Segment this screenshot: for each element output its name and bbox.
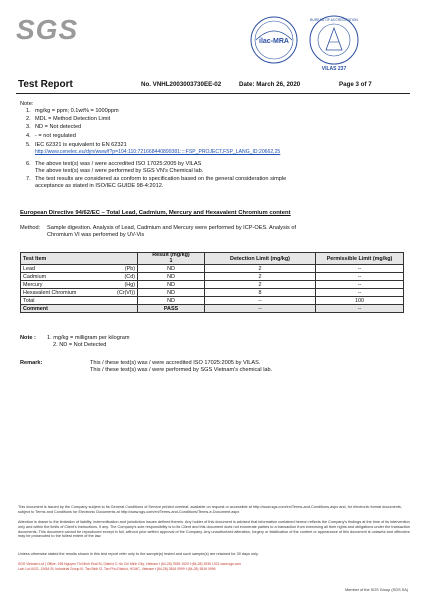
remark-line2: This / these test(s) was / were performed by SGS Vietnam's chemical lab. [90, 367, 273, 373]
row-mdl: -- [205, 305, 316, 313]
note-number: 1. [26, 108, 31, 114]
report-title: Test Report [18, 79, 73, 90]
row-result: ND [138, 281, 205, 289]
header-test-item: Test Item [21, 253, 138, 265]
table-row-comment [21, 305, 404, 313]
page-number: Page 3 of 7 [339, 81, 372, 88]
note-text: IEC 62321 is equivalent to EN 62321 [35, 142, 127, 148]
note-text: The test results are considered as conform to specification based on the general consideration simple [35, 176, 287, 182]
cenelec-link[interactable]: http://www.cenelec.eu/dyn/www/f?p=104:110:721668440899381::::FSP_PROJECT,FSP_LANG_ID:20662,25 [35, 149, 281, 155]
footer-results-note: Unless otherwise stated the results shown in this test report refer only to the sample(s) tested and such sample(s) are retained for 30 days only. [18, 552, 259, 556]
svg-text:ilac-MRA: ilac-MRA [259, 38, 289, 45]
table-note-2: 2. ND = Not Detected [53, 342, 107, 348]
row-result: ND [138, 297, 205, 305]
note-text: - = not regulated [35, 133, 76, 139]
method-text-line1: Sample digestion. Analysis of Lead, Cadmium and Mercury were performed by ICP-OES. Analysis of [47, 225, 297, 231]
sgs-logo: SGS [16, 14, 79, 45]
note-text: mg/kg = ppm; 0.1wt% = 1000ppm [35, 108, 119, 114]
table-note-1: 1. mg/kg = milligram per kilogram [47, 335, 130, 341]
row-item: Mercury (Hg) [21, 281, 138, 289]
results-table [20, 252, 404, 313]
row-item: Cadmium (Cd) [21, 273, 138, 281]
header-divider [16, 93, 410, 94]
row-result: ND [138, 265, 205, 273]
method-text-line2: Chromium VI was performed by UV-Vis [47, 232, 145, 238]
table-row [21, 265, 404, 273]
row-item: Hexavalent Chromium (Cr(VI)) [21, 289, 138, 297]
table-row [21, 281, 404, 289]
notes-heading: Note: [20, 101, 34, 107]
row-limit: -- [316, 273, 404, 281]
row-mdl: -- [205, 297, 316, 305]
report-header [18, 79, 410, 93]
svg-text:VILAS 237: VILAS 237 [321, 66, 347, 72]
row-mdl: 8 [205, 289, 316, 297]
remark-label: Remark: [20, 360, 43, 366]
row-result: ND [138, 289, 205, 297]
row-mdl: 2 [205, 273, 316, 281]
note-text: MDL = Method Detection Limit [35, 116, 111, 122]
ilac-mra-seal [251, 17, 297, 63]
footer-liability: Attention is drawn to the limitation of liability, indemnification and jurisdiction issues defined therein. Any holder of this document is advised that information contained hereon reflects the Company's findings at the time of its intervention only and within the limits of Client's instructions, if any. The Company's sole responsibility is to its Client and this document does not exonerate parties to a transaction from exercising all their rights and obligations under the transaction documents. This document cannot be reproduced except in full, without prior written approval of the Company. Any unauthorized alteration, forgery or falsification of the content or appearance of this document is unlawful and offenders may be prosecuted to the fullest extent of the law. [18, 520, 410, 539]
note-number: 5. [26, 142, 31, 148]
note-number: 2. [26, 116, 31, 122]
report-date: Date: March 26, 2020 [239, 81, 301, 88]
vilas-seal [310, 16, 358, 72]
table-header-row [21, 253, 404, 265]
footer-office-address: SGS Vietnam Ltd | Office: 198 Nguyen Thi Minh Khai St, District 3, Ho Chi Minh City, Vietnam t (84-28) 3935 1920 f (84-28) 3935 1921 www.sgs.com [18, 562, 242, 566]
table-notes-label: Note : [20, 335, 36, 341]
header-permissible-limit: Permissible Limit (mg/kg) [316, 253, 404, 265]
row-mdl: 2 [205, 281, 316, 289]
row-item: Comment [21, 305, 138, 313]
row-limit: -- [316, 281, 404, 289]
row-limit: 100 [316, 297, 404, 305]
table-row [21, 289, 404, 297]
note-text: ND = Not detected [35, 124, 82, 130]
row-result: PASS [138, 305, 205, 313]
notes-list [20, 108, 416, 226]
footer-terms: This document is issued by the Company subject to its General Conditions of Service printed overleaf, available on request or accessible at http://www.sgs.com/en/Terms-and-Conditions.aspx and, for electronic format documents, subject to Terms and Conditions for Electronic Documents at http://www.sgs.com/en/Terms-and-Conditions/Terms-e-Document.aspx [18, 505, 402, 514]
footer-member: Member of the SGS Group (SGS SA) [345, 588, 408, 592]
row-item: Lead (Pb) [21, 265, 138, 273]
section-heading: European Directive 94/62/EC – Total Lead, Cadmium, Mercury and Hexavalent Chromium content [20, 210, 291, 216]
row-limit: -- [316, 289, 404, 297]
report-number: No. VNHL2003003730EE-02 [141, 81, 222, 88]
header-detection-limit: Detection Limit (mg/kg) [205, 253, 316, 265]
note-number: 6. [26, 161, 31, 167]
row-mdl: 2 [205, 265, 316, 273]
note-number: 3. [26, 124, 31, 130]
note-number: 7. [26, 176, 31, 182]
header-result [138, 253, 205, 265]
svg-text:BUREAU OF ACCREDITATION: BUREAU OF ACCREDITATION [310, 18, 358, 22]
header-result-label: Result (mg/kg) [152, 252, 190, 258]
remark-line1: This / these test(s) was / were accredited ISO 17025:2005 by VILAS. [90, 360, 261, 366]
accreditation-seals [248, 12, 408, 72]
row-limit: -- [316, 305, 404, 313]
note-text: acceptance as stated in ISO/IEC GUIDE 98-4:2012. [35, 183, 164, 189]
row-item: Total [21, 297, 138, 305]
footer-lab-address: Lab: Lot III/21, 19/5A St, Industrial Group III, Tan Binh IZ, Tan Phu District, HCMC, Vietnam t (84-28) 3816 0999 f (84-28) 3816 0996 [18, 567, 216, 571]
note-text: The above test(s) was / were performed by SGS VN's Chemical lab. [35, 168, 204, 174]
table-row [21, 297, 404, 305]
method-label: Method: [20, 225, 41, 231]
row-result: ND [138, 273, 205, 281]
table-row [21, 273, 404, 281]
note-number: 4. [26, 133, 31, 139]
row-limit: -- [316, 265, 404, 273]
header-result-sub: 1 [169, 257, 173, 264]
note-text: The above test(s) was / were accredited ISO 17025:2005 by VILAS [35, 161, 202, 167]
